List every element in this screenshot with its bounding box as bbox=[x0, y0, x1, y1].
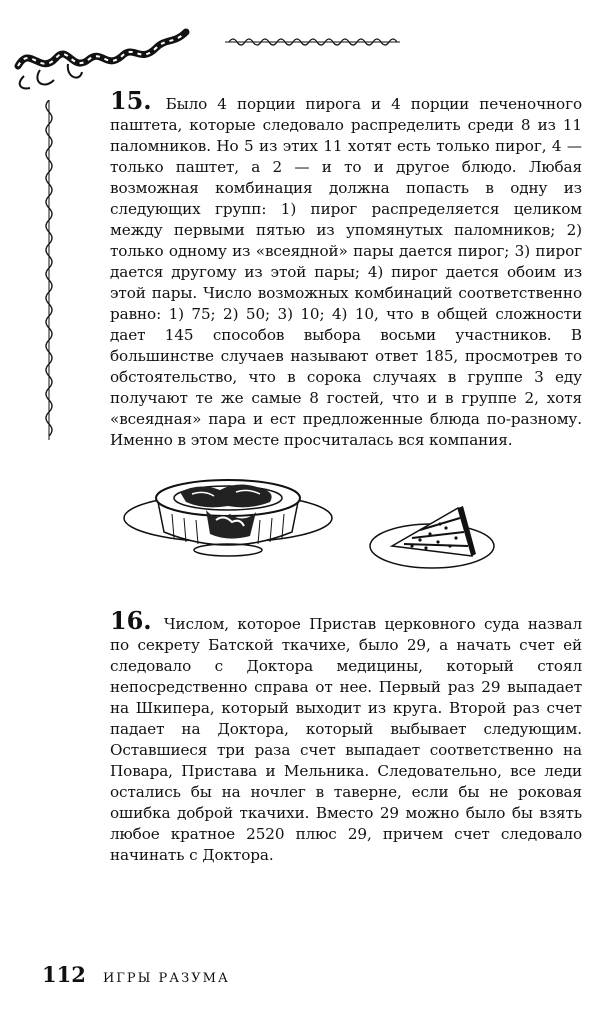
problem-number: 16. bbox=[110, 606, 152, 635]
pie-and-cake-illustration bbox=[120, 462, 510, 582]
cake-slice-icon bbox=[370, 506, 494, 568]
problem-text: Было 4 порции пирога и 4 порции печеночного паштета, которые следовало распределить среди 8 из 11 паломников. Но 5 из этих 11 хотят есть только пирог, 4 — только паштет, а 2 — и то и другое блюдо. Любая возможная комбинация должна попасть в одну из следующих групп: 1) пирог распределяется целиком между первыми пятью из упомянутых паломников; 2) только одному из «всеядной» пары дается пирог; 3) пирог дается другому из этой пары; 4) пирог дается обоим из этой пары. Число возможных комбинаций соответственно равно: 1) 75; 2) 50; 3) 10; 4) 10, что в общей сложности дает 145 способов выбора восьми участников. В большинстве случаев называют ответ 185, просмотрев то обстоятельство, что в сорока случаях в группе 3 еду получают те же самые 8 гостей, что и в группе 2, хотя «всеядная» пара и ест предложенные блюда по-разному. Именно в этом месте просчиталась вся компания. bbox=[110, 95, 582, 449]
pie-icon bbox=[124, 480, 332, 556]
problem-15 bbox=[110, 86, 582, 451]
decorative-line-icon bbox=[225, 36, 400, 48]
book-title: ИГРЫ РАЗУМА bbox=[102, 971, 230, 986]
vertical-chain-ornament-icon bbox=[42, 100, 56, 440]
problem-15-text-block bbox=[110, 86, 582, 451]
problem-number: 15. bbox=[110, 86, 152, 115]
page-number: 112 bbox=[42, 962, 86, 987]
ribbon-ornament-icon bbox=[10, 14, 200, 92]
problem-16-text-block bbox=[110, 606, 582, 866]
problem-text: Числом, которое Пристав церковного суда назвал по секрету Батской ткачихе, было 29, а начать счет ей следовало с Доктора медицины, который стоял непосредственно справа от нее. Первый раз 29 выпадает на Шкипера, который выходит из круга. Второй раз счет падает на Доктора, который выбывает следующим. Оставшиеся три раза счет выпадает соответственно на Повара, Пристава и Мельника. Следовательно, все леди остались бы на ночлег в таверне, если бы не роковая ошибка доброй ткачихи. Вместо 29 можно было бы взять любое кратное 2520 плюс 29, причем счет следовало начинать с Доктора. bbox=[110, 615, 582, 864]
problem-16 bbox=[110, 606, 582, 866]
page-footer bbox=[42, 962, 230, 987]
